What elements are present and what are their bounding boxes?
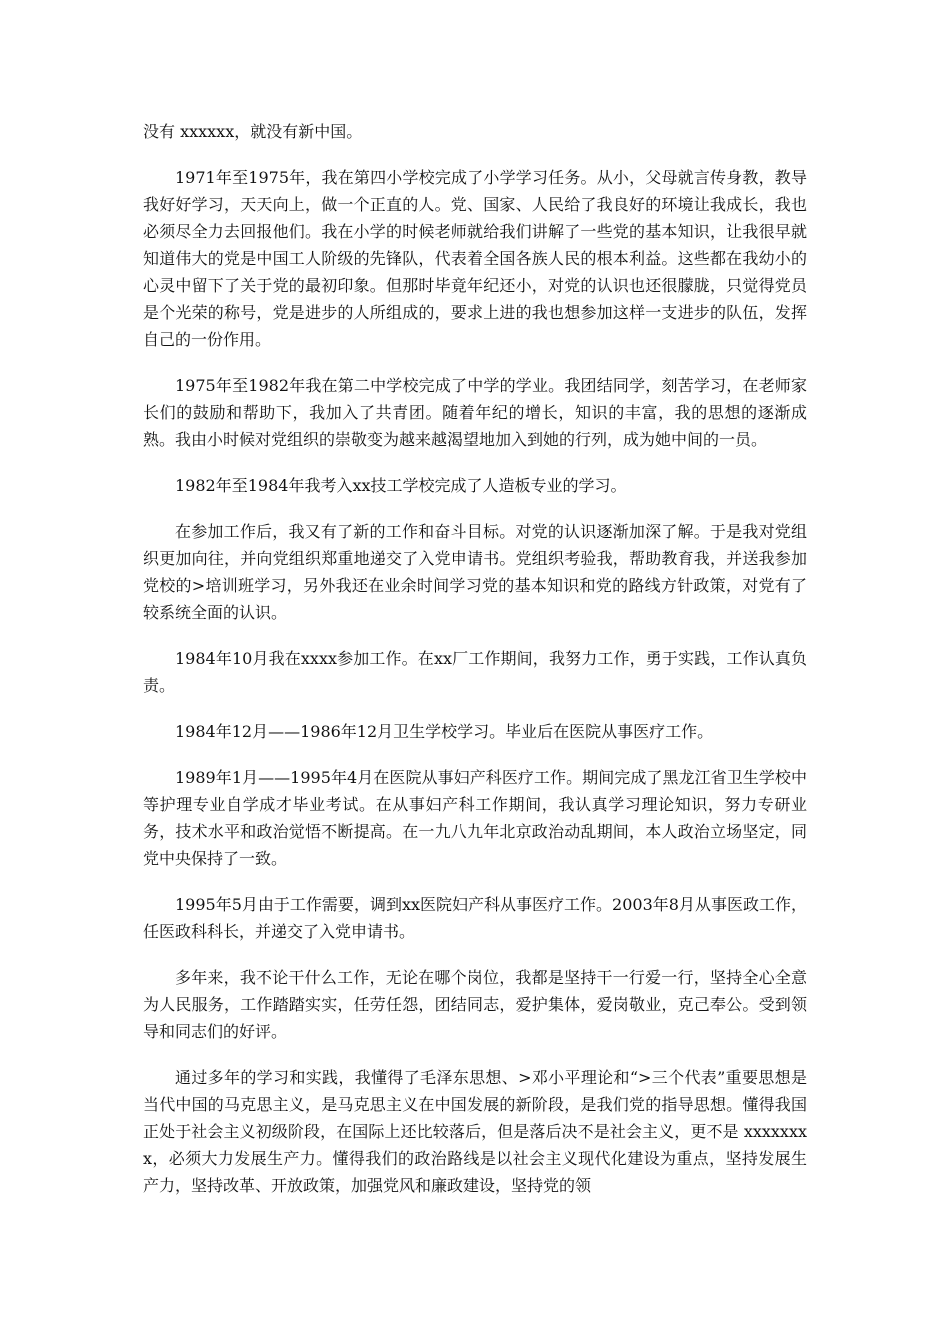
paragraph: 多年来，我不论干什么工作，无论在哪个岗位，我都是坚持干一行爱一行，坚持全心全意为人民服务，工作踏踏实实，任劳任怨，团结同志，爱护集体，爱岗敬业，克己奉公。受到领导和同志们的好评。 — [143, 968, 807, 1041]
paragraph: 通过多年的学习和实践，我懂得了毛泽东思想、>邓小平理论和“>三个代表”重要思想是当代中国的马克思主义，是马克思主义在中国发展的新阶段，是我们党的指导思想。懂得我国正处于社会主义初级阶段，在国际上还比较落后，但是落后决不是社会主义，更不是 xxxxxxxx，必须大力发展生产力。懂得我们的政治路线是以社会主义现代化建设为重点，坚持发展生产力，坚持改革、开放政策，加强党风和廉政建设，坚持党的领 — [143, 1068, 807, 1195]
paragraph: 1984年10月我在xxxx参加工作。在xx厂工作期间，我努力工作，勇于实践，工作认真负责。 — [143, 649, 807, 695]
paragraph: 1971年至1975年，我在第四小学校完成了小学学习任务。从小，父母就言传身教，教导我好好学习，天天向上，做一个正直的人。党、国家、人民给了我良好的环境让我成长，我也必须尽全力去回报他们。我在小学的时候老师就给我们讲解了一些党的基本知识，让我很早就知道伟大的党是中国工人阶级的先锋队，代表着全国各族人民的根本利益。这些都在我幼小的心灵中留下了关于党的最初印象。但那时毕竟年纪还小，对党的认识也还很朦胧，只觉得党员是个光荣的称号，党是进步的人所组成的，要求上进的我也想参加这样一支进步的队伍，发挥自己的一份作用。 — [143, 168, 807, 349]
paragraph: 1982年至1984年我考入xx技工学校完成了人造板专业的学习。 — [175, 476, 627, 495]
paragraph: 在参加工作后，我又有了新的工作和奋斗目标。对党的认识逐渐加深了解。于是我对党组织更加向往，并向党组织郑重地递交了入党申请书。党组织考验我，帮助教育我，并送我参加党校的>培训班学习，另外我还在业余时间学习党的基本知识和党的路线方针政策，对党有了较系统全面的认识。 — [143, 522, 807, 622]
paragraph: 1975年至1982年我在第二中学校完成了中学的学业。我团结同学，刻苦学习，在老师家长们的鼓励和帮助下，我加入了共青团。随着年纪的增长，知识的丰富，我的思想的逐渐成熟。我由小时候对党组织的崇敬变为越来越渴望地加入到她的行列，成为她中间的一员。 — [143, 376, 807, 449]
paragraph: 1984年12月——1986年12月卫生学校学习。毕业后在医院从事医疗工作。 — [175, 722, 714, 741]
document-page — [143, 118, 807, 1199]
paragraph: 没有 xxxxxx，就没有新中国。 — [143, 122, 363, 141]
paragraph: 1995年5月由于工作需要，调到xx医院妇产科从事医疗工作。2003年8月从事医政工作，任医政科科长，并递交了入党申请书。 — [143, 895, 807, 941]
paragraph: 1989年1月——1995年4月在医院从事妇产科医疗工作。期间完成了黑龙江省卫生学校中等护理专业自学成才毕业考试。在从事妇产科工作期间，我认真学习理论知识，努力专研业务，技术水平和政治觉悟不断提高。在一九八九年北京政治动乱期间，本人政治立场坚定，同党中央保持了一致。 — [143, 768, 807, 868]
